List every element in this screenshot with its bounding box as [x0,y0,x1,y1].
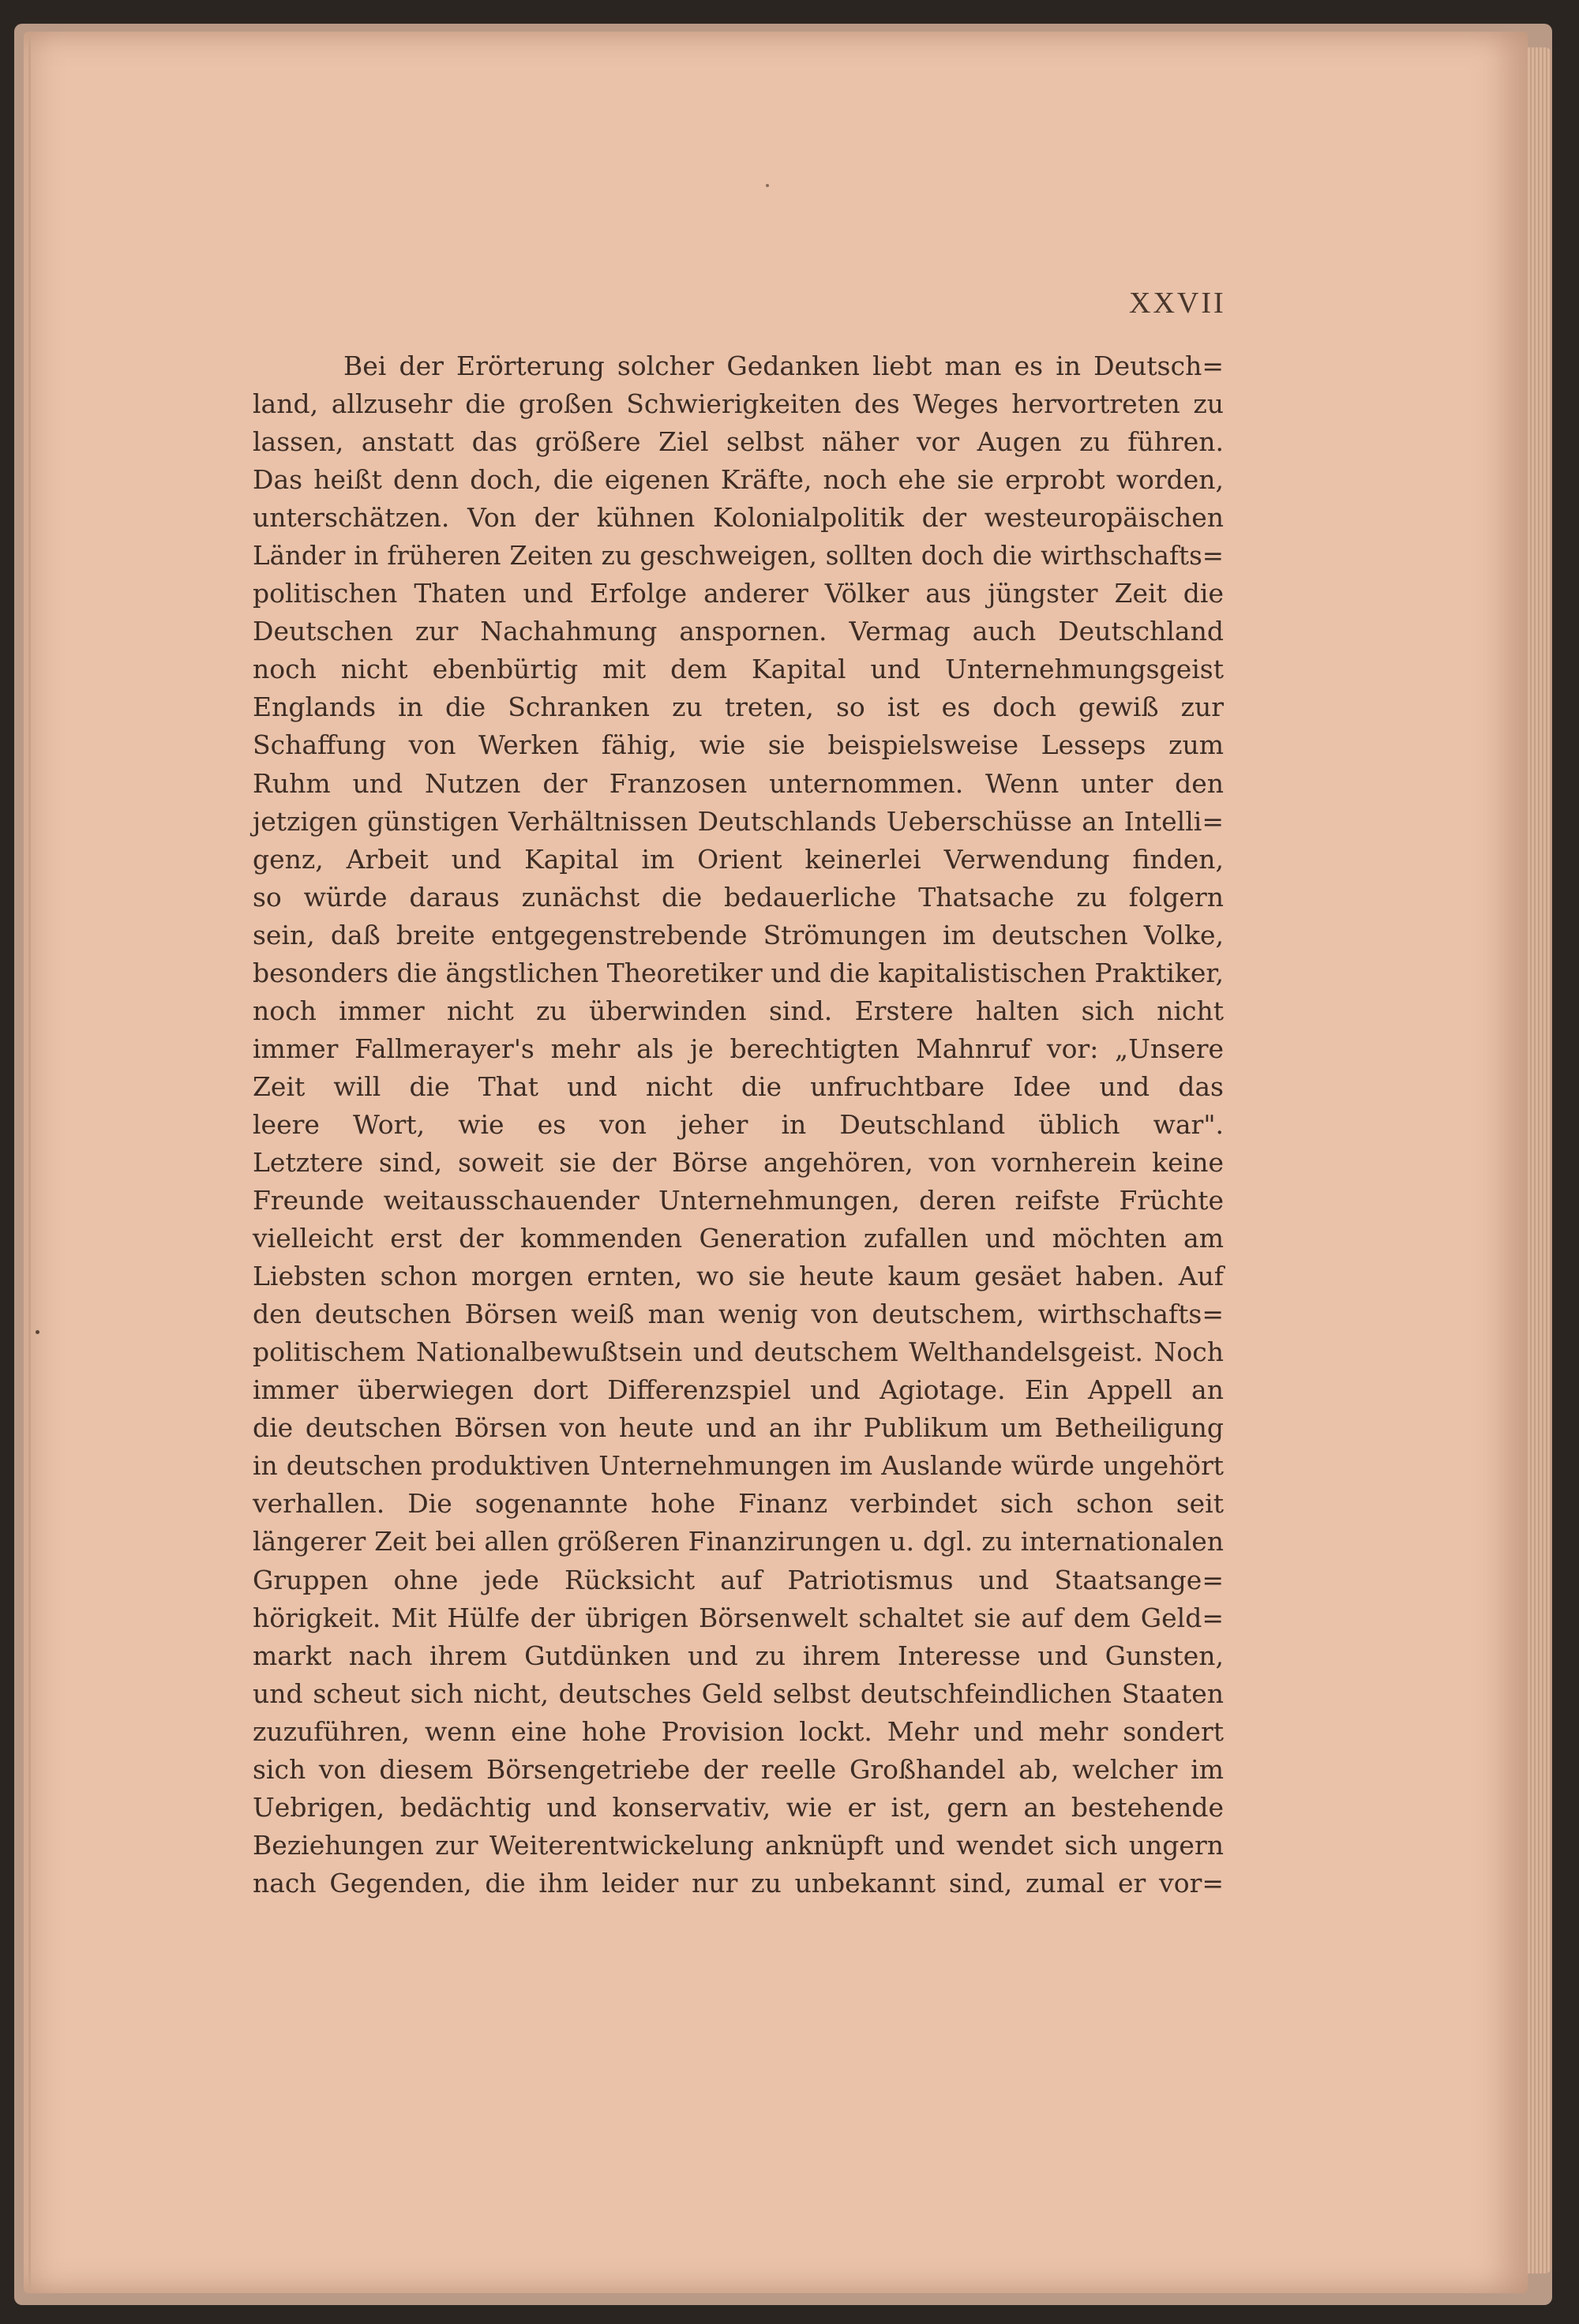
text-line: markt nach ihrem Gutdünken und zu ihrem Interesse und Gunsten, [253,1640,1224,1671]
margin-mark [36,1330,39,1334]
text-line: noch immer nicht zu überwinden sind. Erstere halten sich nicht [253,995,1224,1026]
text-line: Freunde weitausschauender Unternehmungen, deren reifste Früchte [253,1185,1224,1216]
text-line: Länder in früheren Zeiten zu geschweigen, sollten doch die wirthschafts= [253,541,1224,572]
text-line: Uebrigen, bedächtig und konservativ, wie er ist, gern an bestehende [253,1791,1224,1823]
text-line: den deutschen Börsen weiß man wenig von deutschem, wirthschafts= [253,1299,1224,1330]
text-line: immer überwiegen dort Differenzspiel und Agiotage. Ein Appell an [253,1374,1224,1406]
page-edges [1528,47,1551,2273]
text-line: zuzuführen, wenn eine hohe Provision lockt. Mehr und mehr sondert [253,1715,1224,1747]
text-line: leere Wort, wie es von jeher in Deutschland üblich war". [253,1108,1224,1140]
text-line: längerer Zeit bei allen größeren Finanzirungen u. dgl. zu internationalen [253,1526,1224,1557]
text-line: Englands in die Schranken zu treten, so ist es doch gewiß zur [253,692,1224,723]
text-line: Deutschen zur Nachahmung anspornen. Vermag auch Deutschland [253,616,1224,647]
text-line: Bei der Erörterung solcher Gedanken liebt man es in Deutsch= [343,350,1224,381]
text-line: Ruhm und Nutzen der Franzosen unternommen. Wenn unter den [253,767,1224,799]
ink-speck [766,184,769,187]
text-line: politischen Thaten und Erfolge anderer Völker aus jüngster Zeit die [253,578,1224,609]
text-line: politischem Nationalbewußtsein und deutschem Welthandelsgeist. Noch [253,1336,1224,1368]
gutter-fold [28,32,31,2293]
text-line: und scheut sich nicht, deutsches Geld selbst deutschfeindlichen Staaten [253,1677,1224,1709]
text-line: immer Fallmerayer's mehr als je berechtigten Mahnruf vor: „Unsere [253,1033,1224,1064]
text-line: besonders die ängstlichen Theoretiker und die kapitalistischen Praktiker, [253,957,1224,988]
text-line: nach Gegenden, die ihm leider nur zu unbekannt sind, zumal er vor= [253,1867,1224,1899]
text-line: Letztere sind, soweit sie der Börse angehören, von vornherein keine [253,1146,1224,1178]
text-line: lassen, anstatt das größere Ziel selbst näher vor Augen zu führen. [253,426,1224,458]
text-line: Liebsten schon morgen ernten, wo sie heute kaum gesäet haben. Auf [253,1261,1224,1292]
text-line: Beziehungen zur Weiterentwickelung anknüpft und wendet sich ungern [253,1829,1224,1861]
text-line: noch nicht ebenbürtig mit dem Kapital und Unternehmungsgeist [253,654,1224,685]
text-line: Zeit will die That und nicht die unfruchtbare Idee und das [253,1070,1224,1102]
text-line: Das heißt denn doch, die eigenen Kräfte, noch ehe sie erprobt worden, [253,464,1224,496]
text-line: die deutschen Börsen von heute und an ihr Publikum um Betheiligung [253,1412,1224,1444]
page-number: XXVII [1129,287,1226,320]
text-line: unterschätzen. Von der kühnen Kolonialpolitik der westeuropäischen [253,502,1224,534]
text-line: jetzigen günstigen Verhältnissen Deutschlands Ueberschüsse an Intelli= [253,805,1224,837]
text-line: Gruppen ohne jede Rücksicht auf Patriotismus und Staatsange= [253,1564,1224,1595]
text-line: so würde daraus zunächst die bedauerliche Thatsache zu folgern [253,881,1224,913]
body-text [253,347,1224,1902]
text-line: genz, Arbeit und Kapital im Orient keinerlei Verwendung finden, [253,843,1224,875]
text-line: in deutschen produktiven Unternehmungen im Auslande würde ungehört [253,1450,1224,1482]
text-line: hörigkeit. Mit Hülfe der übrigen Börsenwelt schaltet sie auf dem Geld= [253,1602,1224,1633]
text-line: land, allzusehr die großen Schwierigkeiten des Weges hervortreten zu [253,388,1224,420]
text-line: vielleicht erst der kommenden Generation zufallen und möchten am [253,1223,1224,1254]
text-line: verhallen. Die sogenannte hohe Finanz verbindet sich schon seit [253,1488,1224,1520]
text-line: sich von diesem Börsengetriebe der reelle Großhandel ab, welcher im [253,1753,1224,1785]
text-line: sein, daß breite entgegenstrebende Strömungen im deutschen Volke, [253,919,1224,950]
text-line: Schaffung von Werken fähig, wie sie beispielsweise Lesseps zum [253,729,1224,761]
